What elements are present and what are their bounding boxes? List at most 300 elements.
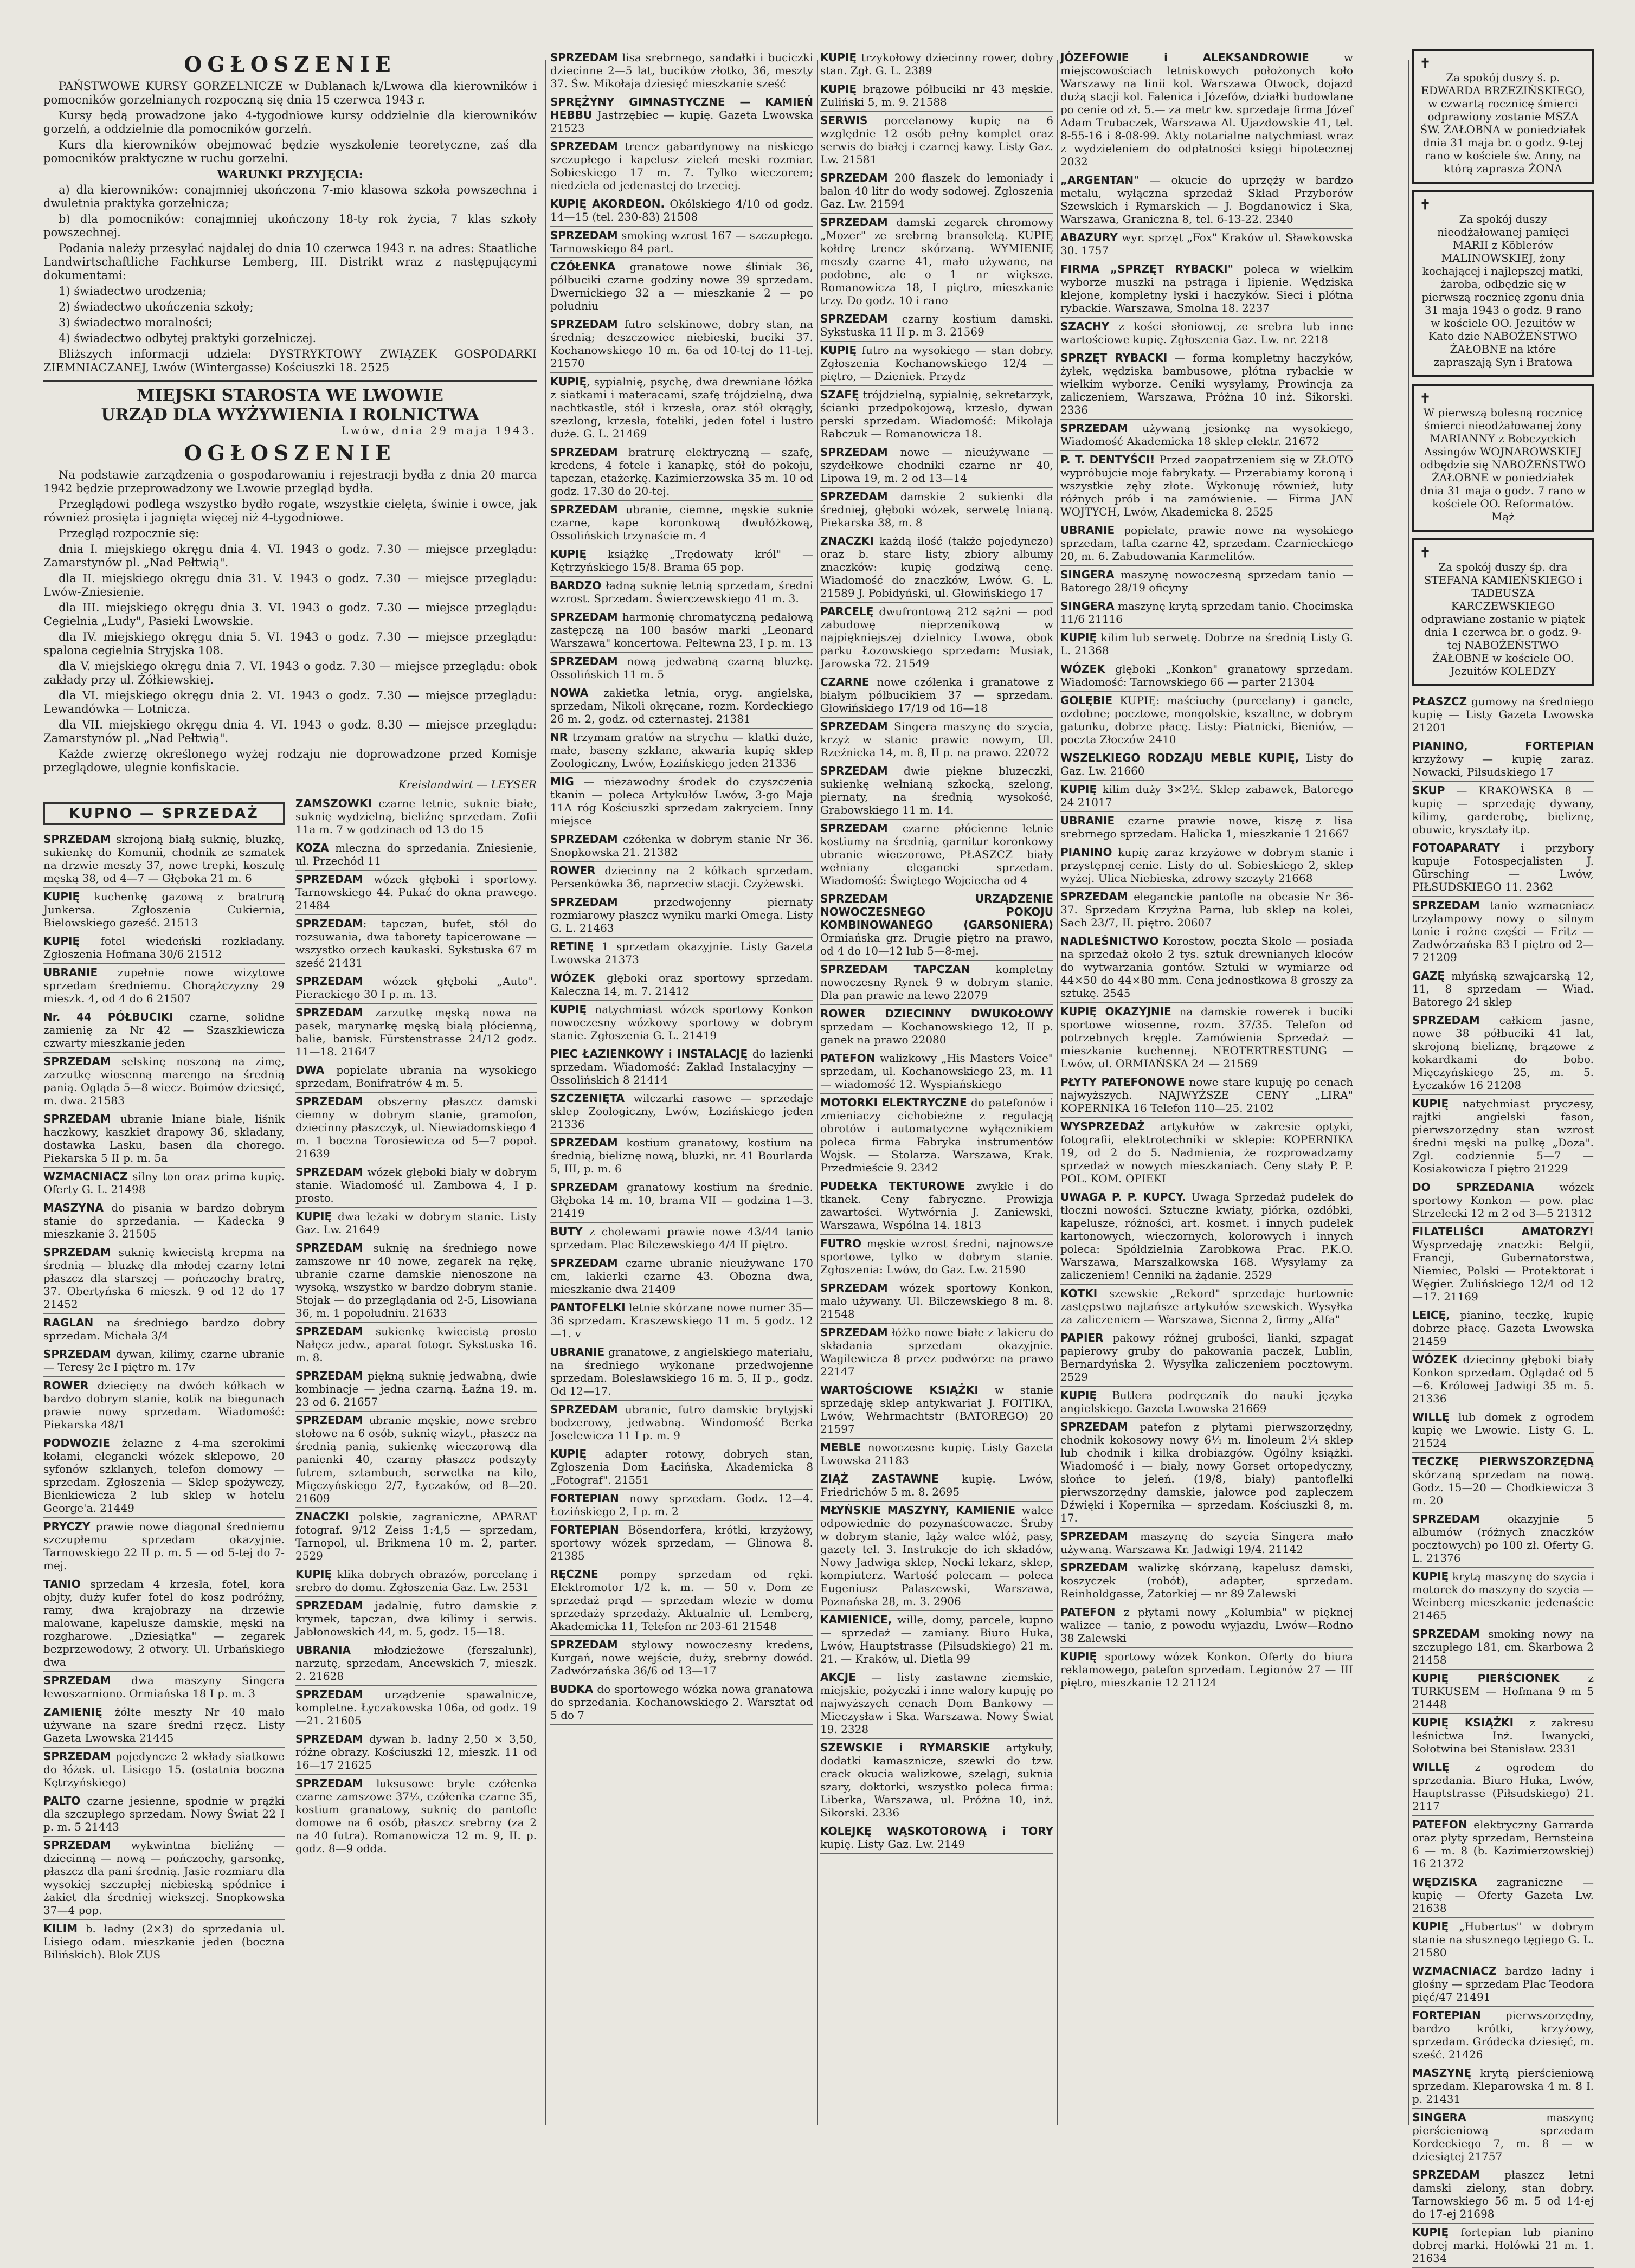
ad-text: tanio wzmacniacz trzylampowy nowy o silnym tonie i rożne części — Fritz — Zadwórzańska 83 I piętro od 2—7 21209 [1412, 899, 1594, 964]
classified-ad [1060, 229, 1353, 260]
ad-text: sprzedam 4 krzesła, fotel, kora objty, duży kufer fotel do kosz podróżny, ramy, dwa krajobrazy na drzewie malowane, kapelusze damskie, męski na rozgharowe. „Dziesiątka" — zegarek bezprzewodowy, 2 otwory. Ul. Urbańskiego dwa [43, 1577, 285, 1668]
ad-text: czarne płócienne letnie kostiumy na średnią, garnitur koronkowy ubranie wieczorowe, PŁASZCZ biały wełniany elegancki sprzedam. Wiadomość: Świętego Wojciecha od 4 [820, 822, 1053, 887]
ad-keyword: AKCJE [820, 1671, 856, 1684]
ad-keyword: SPRZEDAM [43, 1246, 111, 1259]
ad-text: wózek sportowy Konkon — pow. plac Strzelecki 12 m 2 od 3—5 21312 [1412, 1181, 1594, 1220]
ad-keyword: FILATELIŚCI AMATORZY! [1412, 1225, 1594, 1238]
ad-text: głęboki oraz sportowy sprzedam. Kaleczna 14, m. 7. 21412 [550, 971, 813, 997]
classified-ad [295, 1775, 537, 1858]
ad-text: futro selskinowe, dobry stan, na średnią; deszczowiec niebieski, buciki 37. Kochanowskiego 10 m. 6a od 10-tej do 11-tej. 21570 [550, 318, 813, 370]
ad-keyword: SPRZEDAM [820, 720, 888, 733]
ad-text: 200 flaszek do lemoniady i balon 40 litr do wody sodowej. Zgłoszenia Gaz. Lw. 21594 [820, 171, 1053, 210]
ad-keyword: UBRANIE [1060, 524, 1115, 537]
classified-ad [43, 1199, 285, 1243]
ad-text: męskie wzrost średni, najnowsze sportowe, tylko w dobrym stanie. Zgłoszenia: Lwów, do Gaz. Lw. 21590 [820, 1237, 1053, 1276]
ad-keyword: SPRZEDAM [295, 1325, 363, 1338]
classified-ad [1412, 1918, 1594, 1962]
ad-keyword: SPRZEDAM [295, 1165, 363, 1178]
ad-keyword: SPRZEDAM [550, 655, 618, 668]
ad-text: kupię. Listy Gaz. Lw. 2149 [820, 1838, 965, 1851]
ad-keyword: KUPIĘ [1412, 1570, 1449, 1583]
obituary-notice [1412, 49, 1594, 184]
ad-text: głęboki „Konkon" granatowy sprzedam. Wiadomość: Tarnowskiego 66 — parter 21304 [1060, 662, 1353, 688]
classified-ad [820, 342, 1053, 386]
classified-ad [550, 501, 813, 545]
ad-keyword: JÓZEFOWIE i ALEKSANDROWIE [1060, 51, 1309, 64]
ad-text: walizkowy „His Masters Voice" sprzedam, ul. Kochanowskiego 23, m. 11 — wiadomość 12. Wyspiańskiego [820, 1052, 1053, 1091]
ad-keyword: PANTOFELKI [550, 1301, 626, 1314]
ad-keyword: SINGERA [1060, 568, 1115, 581]
classified-ad [1412, 1351, 1594, 1408]
ad-text: wózek głęboki „Auto". Pierackiego 30 I p. m. 13. [295, 975, 537, 1001]
ad-keyword: SINGERA [1060, 600, 1115, 613]
classified-ad [1412, 1408, 1594, 1453]
ad-keyword: SPRZEDAM [1060, 422, 1128, 435]
ad-keyword: NR [550, 731, 568, 744]
classified-ad [43, 932, 285, 964]
ad-text: kilim duży 3×2½. Sklep zabawek, Batorego 24 21017 [1060, 783, 1353, 809]
ad-text: dwa maszyny Singera lewoszarniono. Ormiańska 18 I p. m. 3 [43, 1674, 285, 1700]
ad-keyword: WĘDZISKA [1412, 1876, 1477, 1889]
ad-text: granatowe nowe śliniak 36, półbuciki czarne godziny nowe 39 sprzedam. Dwernickiego 32 a — mieszkanie 2 — po południu [550, 260, 813, 312]
ad-text: używaną jesionkę na wysokiego, Wiadomość Akademicka 18 sklep elektr. 21672 [1060, 422, 1353, 448]
classified-ad [43, 1837, 285, 1920]
ad-keyword: WSZELKIEGO RODZAJU MEBLE KUPIĘ, [1060, 751, 1299, 764]
ad-text: dwa leżaki w dobrym stanie. Listy Gaz. Lw. 21649 [295, 1210, 537, 1236]
classified-ad [820, 1739, 1053, 1822]
classified-ad [295, 1323, 537, 1367]
ad-text: okazyjnie 5 albumów (różnych znaczków pocztowych) po 100 zł. Oferty G. L. 21376 [1412, 1512, 1594, 1564]
classified-ad [550, 195, 813, 227]
ad-keyword: SPRZEDAM [295, 1414, 363, 1427]
ad-keyword: SPRZEDAM [550, 229, 618, 242]
ad-keyword: MASZYNĘ [1412, 2066, 1472, 2079]
classified-ad [1060, 1003, 1353, 1073]
notice-paragraph: dnia I. miejskiego okręgu dnia 4. VI. 1943 o godz. 7.30 — miejsce przeglądu: Zamarstynów pl. „Nad Pełtwią". [43, 543, 537, 569]
classified-ad [1412, 2109, 1594, 2166]
classified-ad [1412, 1714, 1594, 1758]
ad-keyword: SPRZEDAM [550, 446, 618, 459]
notice-paragraph: 2) świadectwo ukończenia szkoły; [59, 300, 254, 313]
notice-paragraph: dla IV. miejskiego okręgu dnia 5. VI. 1943 o godz. 7.30 — miejsce przeglądu: spalona cegielnia Stryjska 108. [43, 630, 537, 657]
ad-keyword: BARDZO [550, 579, 602, 592]
ad-keyword: SPRZEDAM [1060, 1420, 1128, 1433]
ad-keyword: SPRZEDAM [820, 216, 888, 229]
ad-keyword: ROWER [550, 864, 596, 877]
ad-keyword: KUPIĘ [1060, 783, 1097, 796]
ad-text: pianino, teczkę, kupię dobrze płacę. Gazeta Lwowska 21459 [1412, 1309, 1594, 1348]
classified-ad [550, 1254, 813, 1299]
ad-keyword: SPRZEDAM [295, 1369, 363, 1382]
ad-keyword: SPRZEDAM [295, 1095, 363, 1108]
classified-ad [820, 310, 1053, 342]
ad-keyword: MIG [550, 775, 574, 788]
classified-ad [820, 1439, 1053, 1470]
ad-text: w stanie sprzedaję sklep antykwariat J. FOITIKA, Lwów, Wehrmachtstr (BATOREGO) 20 21597 [820, 1383, 1054, 1435]
classified-ad [550, 1045, 813, 1090]
ad-keyword: ROWER DZIECINNY DWUKOŁOWY [820, 1007, 1053, 1020]
ad-keyword: TECZKĘ PIERWSZORZĘDNĄ [1412, 1455, 1594, 1468]
ad-keyword: PŁYTY PATEFONOWE [1060, 1075, 1185, 1088]
ad-keyword: SPRZEDAM [820, 822, 888, 835]
ad-text: czarne jesienne, spodnie w prążki dla szczupłego sprzedam. Nowy Świat 22 I p. m. 5 21443 [43, 1794, 285, 1833]
classified-ad [295, 1367, 537, 1412]
ad-keyword: SPRZĘT RYBACKI [1060, 351, 1168, 364]
ad-text: urządzenie spawalnicze, kompletne. Łyczakowska 106a, od godz. 19—21. 21605 [295, 1688, 537, 1727]
column-1 [43, 49, 537, 2125]
classified-ad [43, 1703, 285, 1748]
ad-keyword: WZMACNIACZ [1412, 1964, 1497, 1977]
ad-text: luksusowe bryle czółenka czarne zamszowe 37½, czółenka czarne 35, kostium granatowy, suknię do pantofle domowe na 6 osób, płaszcz srebrny (za 2 na 40 futra). Romanowicza 12 m. 9, II. p. godz. 8—9 odda. [295, 1777, 537, 1855]
classified-ad [295, 1730, 537, 1775]
notice-paragraph: Przeglądowi podlega wszystko bydło rogate, wszystkie cielęta, świnie i owce, jak również prosięta i jagnięta więcej niż 4-tygodniowe. [43, 498, 537, 524]
ad-keyword: BUDKA [550, 1683, 594, 1696]
classified-ad [1060, 420, 1353, 451]
ad-text: krytą maszynę do szycia i motorek do maszyny do szycia — Weinberg mieszkanie jedenaście 21465 [1412, 1570, 1594, 1622]
ad-keyword: WÓZEK [550, 971, 595, 984]
classified-ad [1060, 597, 1353, 629]
ad-text: Przed zaopatrzeniem się w ZŁOTO wypróbujcie moje fabrykaty. — Przerabiamy koroną i wszystkie zęby złote. Wykonuję również, luty różnych prób i na zamówienie. — Firma JAN WOJTYCH, Lwów, Akademicka 8. 2525 [1060, 453, 1354, 518]
ad-keyword: KILIM [43, 1922, 78, 1935]
ad-text: książkę „Trędowaty król" — Kętrzyńskiego 15/8. Brama 65 pop. [550, 547, 813, 574]
classified-ad [820, 214, 1053, 310]
ad-text: adapter rotowy, dobrych stan, Zgłoszenia Dom Łacińska, Akademicka 8 „Fotograf". 21551 [550, 1447, 813, 1486]
ad-text: do sportowego wózka nowa granatowa do sprzedania. Kochanowskiego 2. Warsztat od 5 do 7 [550, 1683, 813, 1722]
classified-ad [1412, 1816, 1594, 1873]
ad-text: nową jedwabną czarną bluzkę. Ossolińskich 11 m. 5 [550, 655, 813, 681]
classified-ad [1060, 1118, 1353, 1188]
ad-keyword: SPRZEDAM [550, 610, 618, 623]
ad-text: sportowy wózek Konkon. Oferty do biura reklamowego, patefon sprzedam. Legionów 27 — III piętro, mieszkanie 12 21124 [1060, 1650, 1353, 1689]
ad-keyword: SINGERA [1412, 2111, 1466, 2124]
ad-text: kostium granatowy, kostium na średnią, bieliznę nową, bluzki, nr. 41 Bourlarda 5, III, p. m. 6 [550, 1136, 813, 1175]
ad-keyword: SPRZEDAM [550, 140, 618, 153]
classified-ad [43, 1008, 285, 1053]
ad-text: ubranie lniane białe, liśnik haczkowy, kaszkiet drapowy 36, składany, dostawka Lasku, basen dla chorego. Piekarska 5 II p. m. 5a [43, 1112, 285, 1164]
ad-keyword: NADLEŚNICTWO [1060, 935, 1159, 948]
ad-text: pompy sprzedam od ręki. Elektromotor 1/2 k. m. — 50 v. Dom ze sprzedaż prąd — sprzedam wlezie w domu sprzedaży sprzedaży. Aktualnie ul. Lemberg, Akademicka 11, Telefon nr 203-61 21548 [550, 1568, 813, 1633]
ad-text: czarne prawie nowe, kiszę z lisa srebrnego sprzedam. Halicka 1, mieszkanie 1 21667 [1060, 814, 1353, 840]
ad-text: dziecinny głęboki biały Konkon sprzedam. Oglądać od 5—6. Królowej Jadwigi 35 m. 5. 21336 [1412, 1353, 1594, 1405]
ad-keyword: SPRZEDAM URZĄDZENIE NOWOCZESNEGO POKOJU KOMBINOWANEGO (GARSONIERA) [820, 892, 1053, 931]
classified-ad [1412, 1453, 1594, 1510]
ad-keyword: WILLĘ [1412, 1761, 1450, 1774]
ad-text: ubranie, futro damskie brytyjski bodzerowy, jedwabną. Windomość Berka Joselewicza 11 I p. m. 9 [550, 1403, 813, 1442]
ad-text: wykwintna bieliźnę — dziecinną — nową — pończochy, garsonkę, płaszcz dla pani średnią. Jasie rozmiaru dla wysokiej szczupłej niebieską spódnice i żakiet dla średniej wiekszej. Snopkowska 37—4 pop. [43, 1839, 285, 1917]
ad-keyword: KUPIĘ [1060, 1650, 1097, 1663]
classifieds-area [43, 795, 537, 1960]
ad-text: czółenka w dobrym stanie Nr 36. Snopkowska 21. 21382 [550, 833, 813, 859]
classified-ad [820, 80, 1053, 112]
classified-ad [820, 820, 1053, 890]
classified-ad [550, 684, 813, 729]
ad-text: nowe stare kupuję po cenach najwyższych. NAJWYŻSZE CENY „LIRA" KOPERNIKA 16 Telefon 110—25. 2102 [1060, 1075, 1353, 1114]
ad-keyword: KUPIĘ KSIĄŻKI [1412, 1716, 1514, 1729]
ad-keyword: UBRANIA [295, 1644, 351, 1657]
obituary-text: W pierwszą bolesną rocznicę śmierci nieodżałowanej żony MARIANNY z Bobczyckich Assingów WOJNAROWSKIEJ odbędzie się NABOŻEŃSTWO ŻAŁOBNE w poniedziałek dnia 31 maja o godz. 7 rano w kościele OO. Reformatów. Mąż [1420, 406, 1586, 523]
classified-ad [1060, 1648, 1353, 1692]
ad-text: do pisania w bardzo dobrym stanie do sprzedania. — Kadecka 9 mieszkanie 3. 21505 [43, 1201, 285, 1240]
classified-ad [550, 1565, 813, 1636]
ad-keyword: PODWOZIE [43, 1436, 110, 1449]
ad-text: Singera maszynę do szycia, krzyż w stanie prawie nowym, Ul. Rzeźnicka 14, m. 8, II p. na prawo. 22072 [820, 720, 1053, 759]
classified-ad [1060, 932, 1353, 1003]
column-2 [550, 49, 813, 2125]
ad-keyword: SPRZEDAM [550, 895, 618, 909]
ad-text: fortepian lub pianino dobrej marki. Holówki 21 m. 1. 21634 [1412, 2226, 1594, 2265]
classified-ad [820, 1177, 1053, 1235]
cross-icon: ✝ [1420, 390, 1431, 406]
classified-ad [1060, 692, 1353, 749]
classified-ad [295, 1208, 537, 1239]
ad-text: poleca w wielkim wyborze muszki na pstrąga i lipienie. Wędziska klejone, kompletny łyski i haczyków. Sieci i plótna rybackie. Warszawa, Smolna 18. 2237 [1060, 262, 1353, 314]
notice-paragraph: Na podstawie zarządzenia o gospodarowaniu i rejestracji bydła z dnia 20 marca 1942 będzie przeprowadzony we Lwowie przegląd bydła. [43, 468, 537, 495]
notice-paragraph: Kurs dla kierowników obejmować będzie wyszkolenie teoretyczne, zaś dla pomocników praktyczne w ruchu gorzelni. [43, 138, 537, 165]
classified-ad [295, 795, 537, 839]
column-divider [545, 60, 546, 2125]
classified-ad [295, 839, 537, 871]
ad-text: kompletny nowoczesny Rynek 9 w dobrym stanie. Dla pan prawie na lewo 22079 [820, 963, 1053, 1002]
ad-text: popielate, prawie nowe na wysokiego sprzedam, tafta czarne 42, sprzedam. Czarnieckiego 20, m. 6. Zabudowania Karmelitów. [1060, 524, 1353, 563]
classified-ad [820, 762, 1053, 820]
ads-subcolumn-b [295, 795, 537, 1858]
ad-keyword: ZIĄŻ ZASTAWNE [820, 1472, 939, 1485]
ad-keyword: KUPIĘ [295, 1210, 332, 1223]
classified-ad [820, 1235, 1053, 1279]
notice-paragraph: Kursy będą prowadzone jako 4-tygodniowe kursy oddzielnie dla kierowników gorzelń, a oddzielnie dla pomocników gorzelń. [43, 109, 537, 136]
notice-heading: URZĄD DLA WYŻYWIENIA I ROLNICTWA [101, 405, 479, 424]
ad-keyword: SPRZEDAM [550, 1181, 618, 1194]
ad-text: gumowy na średniego kupię — Listy Gazeta Lwowska 21201 [1412, 695, 1594, 734]
notice-paragraph: a) dla kierowników: conajmniej ukończona 7-mio klasowa szkoła powszechna i dwuletnia praktyka gorzelnicza; [43, 183, 537, 210]
ad-text: „Hubertus" w dobrym stanie na słusznego tęgiego G. L. 21580 [1412, 1920, 1594, 1959]
ad-text: — KRAKOWSKA 8 — kupię — sprzedaję dywany, kilimy, garderobę, bieliznę, obuwie, kryształy itp. [1412, 784, 1594, 836]
ad-keyword: BUTY [550, 1225, 583, 1238]
ad-text: — niezawodny środek do czyszczenia tkanin — poleca Artykułów Lwów, 3-go Maja 11A róg Kościuszki sprzedam zakryciem. Inny miejsce [550, 775, 813, 827]
classified-ad [820, 1611, 1053, 1668]
ad-keyword: NOWA [550, 686, 589, 699]
ad-text: z TURKUSEM — Hofmana 9 m 5 21448 [1412, 1672, 1594, 1711]
ad-keyword: SPRZEDAM [820, 764, 888, 777]
ad-text: porcelanowy kupię na 6 względnie 12 osób pełny komplet oraz serwis do białej i czarnej kawy. Listy Gaz. Lw. 21581 [820, 114, 1053, 166]
ad-keyword: PUDEŁKA TEKTUROWE [820, 1180, 965, 1193]
classified-ad [295, 1412, 537, 1508]
ad-keyword: LEICĘ, [1412, 1309, 1450, 1322]
ad-text: sukienkę kwiecistą prosto Nałęcz jedw., aparat fotogr. Sykstuska 16. m. 8. [295, 1325, 537, 1364]
column-divider [1057, 60, 1058, 2125]
ad-keyword: UBRANIE [550, 1345, 605, 1358]
ad-keyword: TANIO [43, 1577, 81, 1590]
ad-text: maszynę nowoczesną sprzedam tanio — Batorego 28/19 oficyny [1060, 568, 1353, 594]
ad-text: b. ładny (2×3) do sprzedania ul. Lisiego odam. mieszkanie jeden (boczna Bilińskich). Blok ZUS [43, 1922, 285, 1961]
ad-keyword: SPRĘŻYNY GIMNASTYCZNE — KAMIEŃ HEBBU [550, 95, 813, 121]
ad-keyword: KUPIĘ [43, 935, 80, 948]
notice-signature: Kreislandwirt — LEYSER [398, 778, 537, 791]
classified-ad [43, 1053, 285, 1110]
ad-keyword: SPRZEDAM [43, 1112, 111, 1125]
classified-ad [820, 673, 1053, 718]
ad-text: fotel wiedeński rozkładany. Zgłoszenia Hofmana 30/6 21512 [43, 935, 285, 961]
ad-text: — okucie do uprzęży w bardzo metalu, wyłączna sprzedaż Skład Przyborów Szewskich i Rymarskich — J. Bogdanowicz i Ska, Warszawa, Graniczna 8, tel. 6-13-22. 2340 [1060, 173, 1353, 225]
ad-text: nowy sprzedam. Godz. 12—4. Łozińskiego 2, I p. m. 2 [550, 1492, 813, 1518]
ad-text: lub domek z ogrodem kupię we Lwowie. Listy G. L. 21524 [1412, 1410, 1594, 1449]
classified-ad [43, 1168, 285, 1199]
ad-keyword: CZARNE [820, 675, 870, 688]
ad-keyword: SPRZEDAM [295, 1241, 363, 1254]
ad-text: zupełnie nowe wizytowe sprzedam średniemu. Chorążczyzny 29 mieszk. 4, od 4 do 6 21507 [43, 966, 285, 1005]
ad-text: ubranie, ciemne, męskie suknie czarne, kape koronkową dwułóżkową, Ossolińskich trzynaście m. 4 [550, 503, 813, 542]
ad-keyword: KAMIENICE, [820, 1613, 892, 1626]
ad-keyword: DWA [295, 1064, 325, 1077]
classified-ad [550, 373, 813, 443]
classified-ad [820, 1049, 1053, 1094]
ad-text: Wysprzedaję znaczki: Belgii, Francji, Gubernatorstwa, Niemiec, Polski — Protektorat i Węgier. Żulińskiego 12/4 od 12—17. 21169 [1412, 1238, 1594, 1303]
ad-keyword: PATEFON [1412, 1818, 1467, 1831]
ad-keyword: KUPIĘ PIERŚCIONEK [1412, 1672, 1560, 1685]
ad-keyword: SPRZEDAM [1060, 1530, 1128, 1543]
ad-text: smoking nowy na szczupłego 181, cm. Skarbowa 2 21458 [1412, 1627, 1594, 1666]
obituary-text: Za spokój duszy nieodżałowanej pamięci MARII z Köblerów MALINOWSKIEJ, żony kochającej i najlepszej matki, żaroba, odbędzie się w pierwszą rocznicę zgonu dnia 31 maja 1943 o godz. 9 rano w kościele OO. Jezuitów w Kato dzie NABOŻEŃSTWO ŻAŁOBNE na które zapraszają Syn i Bratowa [1421, 212, 1585, 369]
ad-keyword: KUPIĘ OKAZYJNIE [1060, 1005, 1171, 1018]
ad-keyword: MEBLE [820, 1441, 861, 1454]
classified-ad [43, 1243, 285, 1314]
ad-text: zarzutkę męską nowa na pasek, marynarkę męską białą płócienną, balie, banisk. Fürstenstrasse 24/12 godz. 11—18. 21647 [295, 1006, 537, 1058]
ad-keyword: SPRZEDAM [295, 1599, 363, 1612]
classified-ad [820, 1005, 1053, 1049]
ad-keyword: SPRZEDAM [295, 975, 363, 988]
classified-ad [1060, 1329, 1353, 1387]
classified-ad [43, 1792, 285, 1837]
ad-text: KUPIĘ: maściuchy (purcelany) i gancle, ozdobne; pocztowe, mongolskie, kszaltne, w dobrym gatunku, dobrze płacę. Listy: Piatnicki, Bieniów, — poczta Złoczów 2410 [1060, 694, 1353, 746]
ad-keyword: SZEWSKIE i RYMARSKIE [820, 1741, 990, 1754]
ad-text: z płytami nowy „Kolumbia" w pięknej walizce — tanio, z powodu wyjazdu, Lwów—Rodno 38 Zalewski [1060, 1606, 1353, 1645]
ad-keyword: KUPIĘ [550, 1447, 587, 1460]
ad-keyword: GAZĘ [1412, 969, 1445, 982]
ad-keyword: FUTRO [820, 1237, 861, 1250]
ad-text: dywan b. ładny 2,50 × 3,50, różne obrazy. Kościuszki 12, mieszk. 11 od 16—17 21625 [295, 1732, 537, 1771]
ad-text: szewskie „Rekord" sprzedaje hurtownie zastępstwo najtańsze artykułów szewskich. Wysyłka za zaliczeniem — Warszawa, Sienna 2, firmy „Alfa" [1060, 1287, 1353, 1326]
notice-paragraph: dla II. miejskiego okręgu dnia 31. V. 1943 o godz. 7.30 — miejsce przeglądu: Lwów-Zniesienie. [43, 572, 537, 598]
ad-text: kupię zaraz krzyżowe w dobrym stanie i przystępnej cenie. Listy do ul. Sobieskiego 2, sklep wyżej. Ulica Niebieska, zdrowy szczyty 21668 [1060, 846, 1353, 885]
classified-ad [1060, 781, 1353, 812]
classified-ad [43, 1518, 285, 1575]
classified-ad [550, 1223, 813, 1254]
ad-keyword: „ARGENTAN" [1060, 173, 1140, 186]
classified-ad [43, 1314, 285, 1345]
ad-text: elektryczny Garrarda oraz płyty sprzedam, Bernsteina 6 — m. 8 (b. Kazimierzowskiej) 16 21372 [1412, 1818, 1594, 1870]
classified-ad [820, 1822, 1053, 1854]
classified-ad [1412, 782, 1594, 839]
ad-text: kilim lub serwetę. Dobrze na średnią Listy G. L. 21368 [1060, 631, 1353, 657]
classified-ad [1060, 1387, 1353, 1418]
classified-ad [1060, 171, 1353, 229]
classified-ad [43, 1110, 285, 1168]
ad-text: artykuły, dodatki kamasznicze, szewki do tzw. crack okucia walizkowe, szelągi, suknia szary, doktorki, wszystko poleca firma: Liberka, Warszawa, ul. Próżna 10, inż. Sikorski. 2336 [820, 1741, 1053, 1819]
ad-keyword: SZAFĘ [820, 388, 859, 401]
ad-keyword: ZNACZKI [295, 1510, 349, 1523]
classified-ad [295, 1565, 537, 1597]
ad-text: dziecinny na 2 kółkach sprzedam. Persenkówka 36, naprzeciw stacji. Czyżewski. [550, 864, 813, 890]
ad-text: czarne letnie, suknie białe, suknię wydzielną, bieliźnę sprzedam. Zofii 11a m. 7 w godzinach od 13 do 15 [295, 797, 537, 836]
notice-title: OGŁOSZENIE [184, 52, 396, 76]
ad-text: sprzedam — Kochanowskiego 12, II p. ganek na prawo 22080 [820, 1020, 1053, 1046]
classified-ad [820, 603, 1053, 673]
ad-text: z cholewami prawie nowe 43/44 tanio sprzedam. Plac Bilczewskiego 4/4 II piętro. [550, 1225, 813, 1251]
classified-ad [550, 773, 813, 830]
ad-text: piękną suknię jedwabną, dwie kombinacje — jedna czarną. Łaźna 19. m. 23 od 6. 21657 [295, 1369, 537, 1408]
ad-keyword: SPRZEDAM [820, 1326, 888, 1339]
ad-text: Listy do Gaz. Lw. 21660 [1060, 751, 1353, 777]
ad-keyword: SPRZEDAM [550, 51, 618, 64]
classified-ad [1412, 1178, 1594, 1223]
classified-ad [1412, 1873, 1594, 1918]
notice-paragraph: PAŃSTWOWE KURSY GORZELNICZE w Dublanach k/Lwowa dla kierowników i pomocników gorzelnianych rozpoczną się dnia 15 czerwca 1943 r. [43, 80, 537, 106]
ad-text: nowoczesne kupię. Listy Gazeta Lwowska 21183 [820, 1441, 1053, 1467]
ad-keyword: SPRZEDAM [550, 1638, 618, 1651]
ad-text: Jastrzębiec — kupię. Gazeta Lwowska 21523 [550, 108, 813, 134]
ad-text: popielate ubrania na wysokiego sprzedam, Bonifratrów 4 m. 5. [295, 1064, 537, 1090]
ad-text: polskie, zagraniczne, APARAT fotograf. 9/12 Zeiss 1:4,5 — sprzedam, Tarnopol, ul. Brikmena 10 m. 2, parter. 2529 [295, 1510, 537, 1562]
ad-keyword: PŁASZCZ [1412, 695, 1467, 708]
classified-ad [295, 1061, 537, 1093]
ad-keyword: FORTEPIAN [550, 1492, 619, 1505]
classified-ad [1412, 1625, 1594, 1670]
ad-keyword: KUPIĘ [295, 1568, 332, 1581]
ad-text: mleczna do sprzedania. Zniesienie, ul. Przechód 11 [295, 841, 537, 867]
notice-paragraph: 1) świadectwo urodzenia; [59, 285, 207, 298]
column-divider [817, 60, 818, 2125]
notice-cattle-inspection [43, 387, 537, 791]
ad-text: kuchenkę gazową z bratrurą Junkersa. Zgłoszenia Cukiernia, Bielowskiego gaześć. 21513 [43, 890, 285, 929]
classified-ad [550, 608, 813, 653]
ad-text: wózek głęboki biały w dobrym stanie. Wiadomość ul. Zambowa 4, I p. prosto. [295, 1165, 537, 1204]
classified-ad [550, 1090, 813, 1134]
ad-text: letnie skórzane nowe numer 35—36 sprzedam. Kraszewskiego 11 m. 5 godz. 12—1. v [550, 1301, 813, 1340]
ad-keyword: KUPIĘ [820, 344, 857, 357]
ad-text: harmonię chromatyczną pedałową zastępczą na 100 basów marki „Leonard Warszawa" koncertowa. Pełtewna 23, I p. m. 13 [550, 610, 813, 649]
ad-keyword: SPRZEDAM [295, 1777, 363, 1790]
classified-ad [820, 1279, 1053, 1324]
classified-ad [1412, 967, 1594, 1011]
classified-ad [1060, 1285, 1353, 1329]
ad-text: żółte meszty Nr 40 mało używane na szare średni rzęcz. Listy Gazeta Lwowska 21445 [43, 1705, 285, 1744]
ad-keyword: KOTKI [1060, 1287, 1098, 1300]
ad-keyword: MASZYNA [43, 1201, 104, 1214]
classified-ad [295, 1597, 537, 1641]
ad-keyword: UBRANIE [1060, 814, 1115, 827]
classified-ad [550, 138, 813, 195]
classified-ad [1412, 2224, 1594, 2268]
ad-text: z kości słoniowej, ze srebra lub inne wartościowe kupię. Zgłoszenia Gaz. Lw. nr. 2218 [1060, 320, 1353, 346]
classified-ad [43, 1434, 285, 1518]
ad-text: walce odpowiednie do pozynaścowacze. Śruby w dobrym stanie, ląży walce wlóż, pasy, gazety tel. 3. Instrukcje do ich składów, Nowy Jadwiga sklep, Nocki lekarz, sklep, kompiuterz. Wartość polecam — poleca Eugeniusz Palaszewski, Warszawa, Poznańska 28, m. 3. 2906 [820, 1504, 1053, 1608]
ad-text: nowe — nieużywane — szydełkowe chodniki czarne nr 40, Lipowa 19, m. 2 od 13—14 [820, 446, 1053, 485]
classified-ad [1412, 1306, 1594, 1351]
classified-ad [295, 1508, 537, 1565]
classified-ad [550, 49, 813, 93]
ad-keyword: PIANINO, FORTEPIAN [1412, 739, 1594, 752]
classified-ad [1060, 749, 1353, 781]
ad-text: wózek sportowy Konkon, mało używany. Ul. Bilczewskiego 8 m. 8. 21548 [820, 1281, 1053, 1320]
ad-keyword: KUPIĘ [550, 547, 587, 560]
ad-text: smoking wzrost 167 — szczupłego. Tarnowskiego 84 part. [550, 229, 813, 255]
ad-text: patefon z płytami pierwszorzędny, chodnik kokosowy nowy 6¼ m. linoleum 2¼ sklep lub chodnik i kilka drobiazgów. Ogólny książki. Wiadomość i — biały, nowy Gorset ortopedyczny, słońce to jeleń. (19/8, biały) pantoflelki pierwszorzędny damskie, jałowce pod zapleczem Dźwięki i Kopernika — sprzedam. Kościuszki 8, m. 17. [1060, 1420, 1353, 1524]
ad-keyword: PAPIER [1060, 1331, 1104, 1344]
classified-ad [295, 1686, 537, 1730]
ad-keyword: SPRZEDAM [1412, 899, 1480, 912]
classified-ad [550, 443, 813, 501]
ad-text: artykułów w zakresie optyki, fotografii, elektrotechniki w sklepie: KOPERNIKA 19, od 2 do 5. Nadmienia, że rozprowadzamy sprzedaż w nowych mieszkaniach. Ceny stały P. P. POL. KOM. OPIEKI [1060, 1120, 1353, 1185]
